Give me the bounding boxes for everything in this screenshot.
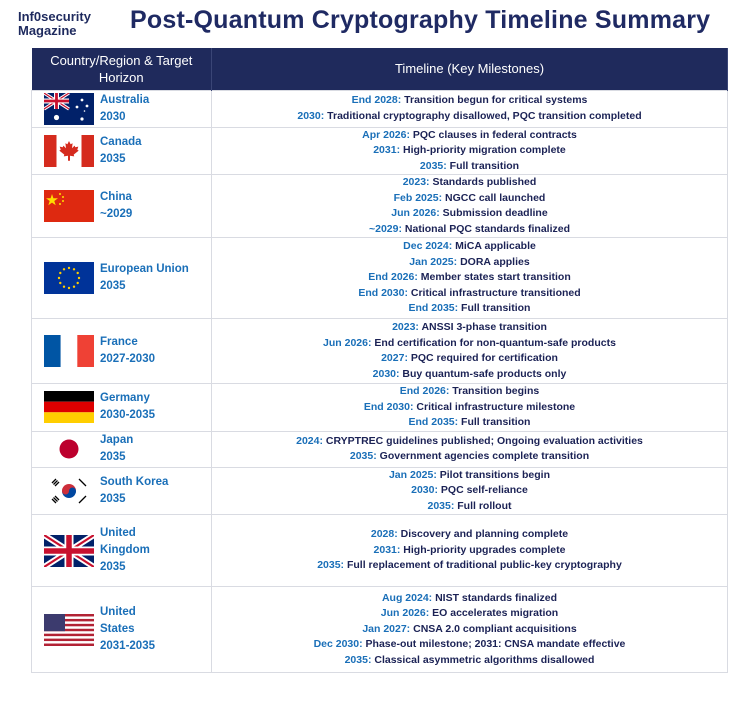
milestone-date: 2031:	[373, 144, 401, 156]
country-name	[100, 334, 155, 368]
milestone-text: CNSA 2.0 compliant acquisitions	[410, 622, 577, 635]
country-name	[100, 432, 133, 466]
milestone	[212, 606, 727, 622]
milestone-text: Buy quantum-safe products only	[399, 367, 567, 380]
milestone-date: End 2030:	[363, 400, 414, 413]
milestone-text: Full rollout	[454, 499, 512, 512]
milestone-text: MiCA applicable	[452, 240, 536, 253]
milestone-date: Jun 2026:	[391, 207, 440, 219]
infosecurity-logo	[18, 10, 118, 38]
logo-line-2: Magazine	[18, 23, 77, 38]
milestone	[212, 175, 727, 191]
milestone-date: Apr 2026:	[362, 128, 410, 141]
country-name-line: States	[100, 623, 135, 635]
milestone-text: PQC required for certification	[407, 352, 558, 364]
country-cell	[32, 90, 212, 127]
milestone	[212, 367, 727, 383]
milestone-date: 2027:	[381, 352, 408, 364]
milestone-date: 2035:	[419, 159, 447, 172]
milestone-date: 2030:	[372, 367, 400, 380]
milestone-date: Jan 2025:	[388, 468, 437, 481]
milestone-text: PQC clauses in federal contracts	[409, 128, 577, 141]
country-name-line: Canada	[100, 135, 142, 148]
target-horizon: ~2029	[100, 208, 133, 220]
milestone-text: PQC self-reliance	[437, 484, 528, 496]
france-flag-icon	[44, 335, 94, 367]
country-name	[100, 604, 155, 655]
table-row	[32, 515, 728, 587]
country-name	[100, 390, 155, 424]
milestone-text: High-priority upgrades complete	[400, 543, 566, 556]
milestone-text: Full transition	[458, 416, 531, 428]
milestone	[212, 468, 727, 484]
milestone-text: Critical infrastructure transitioned	[407, 286, 581, 299]
header-timeline: Timeline (Key Milestones)	[212, 48, 728, 90]
target-horizon: 2030-2035	[100, 409, 155, 422]
milestone-date: End 2026:	[368, 271, 418, 284]
page-title: Post-Quantum Cryptography Timeline Summary	[130, 6, 711, 34]
milestones-cell	[212, 127, 728, 175]
milestone-date: Dec 2024:	[403, 240, 453, 253]
table-row	[32, 384, 728, 432]
country-name	[100, 134, 142, 168]
milestones-cell	[212, 175, 728, 238]
milestone	[212, 591, 727, 607]
table-row	[32, 238, 728, 319]
milestone-date: End 2026:	[399, 385, 450, 397]
country-cell	[32, 319, 212, 384]
milestone	[212, 400, 727, 416]
milestone-text: Submission deadline	[439, 207, 548, 219]
australia-flag-icon	[44, 93, 94, 125]
south-korea-flag-icon	[44, 475, 94, 507]
milestone-text: DORA applies	[457, 255, 530, 268]
milestone-date: Jan 2027:	[362, 622, 411, 635]
milestone-date: Dec 2030:	[313, 638, 363, 651]
milestone-text: Classical asymmetric algorithms disallowed	[371, 653, 595, 666]
table-row	[32, 175, 728, 238]
country-cell	[32, 384, 212, 432]
country-name	[100, 525, 150, 576]
milestone-text: National PQC standards finalized	[401, 222, 571, 235]
country-cell	[32, 467, 212, 515]
table-row	[32, 431, 728, 467]
milestone-date: End 2035:	[408, 416, 459, 428]
milestones-cell	[212, 431, 728, 467]
milestone-date: Jun 2026:	[380, 607, 430, 620]
milestone	[212, 653, 727, 669]
target-horizon: 2031-2035	[100, 640, 155, 652]
country-cell	[32, 515, 212, 587]
milestone-date: 2023:	[392, 321, 419, 333]
milestone-date: Jun 2026:	[323, 336, 372, 349]
milestones-cell	[212, 467, 728, 515]
china-flag-icon	[44, 190, 94, 222]
milestone-text: Traditional cryptography disallowed, PQC transition completed	[324, 109, 642, 122]
milestones-cell	[212, 587, 728, 673]
milestone	[212, 255, 727, 271]
target-horizon: 2030	[100, 110, 126, 123]
milestone-date: 2035:	[349, 450, 377, 462]
country-name-line: European Union	[100, 263, 189, 275]
country-name-line: China	[100, 191, 132, 203]
target-horizon: 2035	[100, 451, 126, 463]
country-cell	[32, 175, 212, 238]
milestones-cell	[212, 90, 728, 127]
country-cell	[32, 238, 212, 319]
milestone-date: Jan 2025:	[409, 255, 458, 268]
milestone-date: End 2028:	[351, 94, 402, 106]
milestones-cell	[212, 515, 728, 587]
milestone-date: 2030:	[297, 109, 325, 122]
milestone-date: 2035:	[427, 499, 455, 512]
table-body	[32, 90, 728, 673]
milestone	[212, 239, 727, 255]
milestone-date: 2035:	[317, 559, 345, 572]
milestone	[212, 558, 727, 574]
milestone	[212, 301, 727, 317]
milestone-text: Critical infrastructure milestone	[413, 400, 576, 413]
country-name-line: Germany	[100, 392, 150, 405]
germany-flag-icon	[44, 391, 94, 423]
table-row	[32, 467, 728, 515]
milestone-text: CRYPTREC guidelines published; Ongoing evaluation activities	[322, 434, 643, 447]
milestone-date: 2030:	[411, 484, 438, 496]
milestone-date: 2028:	[370, 528, 398, 541]
milestone	[212, 434, 727, 450]
milestone-text: NIST standards finalized	[432, 591, 558, 604]
table-row	[32, 319, 728, 384]
timeline-table	[31, 48, 728, 673]
milestone-text: Full replacement of traditional public-key cryptography	[344, 559, 622, 572]
milestone	[212, 336, 727, 352]
milestones-cell	[212, 319, 728, 384]
milestone	[212, 384, 727, 400]
country-cell	[32, 431, 212, 467]
country-name	[100, 189, 132, 223]
milestone-date: 2023:	[402, 176, 430, 188]
milestone-text: Government agencies complete transition	[376, 450, 590, 462]
milestone-text: NGCC call launched	[442, 191, 546, 204]
country-name-line: Japan	[100, 434, 134, 446]
japan-flag-icon	[44, 433, 94, 465]
milestone	[212, 128, 727, 144]
milestone	[212, 449, 727, 465]
milestone	[212, 351, 727, 367]
milestone-text: ANSSI 3-phase transition	[418, 321, 547, 333]
milestone-text: High-priority migration complete	[400, 144, 566, 156]
milestone	[212, 543, 727, 559]
uk-flag-icon	[44, 535, 94, 567]
milestone-date: 2035:	[344, 653, 372, 666]
country-name	[100, 474, 168, 508]
header-country: Country/Region & Target Horizon	[32, 48, 212, 90]
milestone	[212, 320, 727, 336]
milestone	[212, 270, 727, 286]
country-cell	[32, 127, 212, 175]
milestone	[212, 637, 727, 653]
milestone-text: Member states start transition	[417, 271, 571, 284]
milestones-cell	[212, 238, 728, 319]
milestone-text: Phase-out milestone; 2031: CNSA mandate effective	[362, 638, 626, 651]
target-horizon: 2035	[100, 280, 126, 292]
country-name	[100, 92, 149, 126]
milestone	[212, 206, 727, 222]
milestone-text: End certification for non-quantum-safe products	[371, 336, 616, 349]
usa-flag-icon	[44, 614, 94, 646]
milestone-date: 2031:	[373, 543, 401, 556]
table-row	[32, 90, 728, 127]
country-name-line: South Korea	[100, 475, 169, 488]
milestone-text: Full transition	[458, 302, 531, 315]
country-name-line: Australia	[100, 93, 150, 106]
country-name	[100, 261, 189, 295]
milestone	[212, 286, 727, 302]
table-row	[32, 127, 728, 175]
target-horizon: 2035	[100, 492, 126, 505]
country-name-line: Kingdom	[100, 544, 150, 556]
milestone-text: Transition begun for critical systems	[401, 94, 588, 106]
milestone	[212, 622, 727, 638]
milestone	[212, 159, 727, 175]
milestone	[212, 109, 727, 125]
target-horizon: 2035	[100, 152, 126, 165]
country-name-line: United	[100, 527, 136, 539]
country-name-line: France	[100, 336, 138, 348]
table-row	[32, 587, 728, 673]
canada-flag-icon	[44, 135, 94, 167]
milestone-date: ~2029:	[368, 222, 402, 235]
milestone-date: 2024:	[296, 434, 323, 447]
milestones-cell	[212, 384, 728, 432]
milestone-date: Aug 2024:	[381, 591, 433, 604]
target-horizon: 2035	[100, 561, 126, 573]
milestone	[212, 222, 727, 238]
milestone-date: Feb 2025:	[393, 191, 443, 204]
milestone-date: End 2035:	[408, 302, 459, 315]
milestone	[212, 483, 727, 499]
milestone-text: Discovery and planning complete	[397, 528, 569, 541]
milestone	[212, 143, 727, 159]
target-horizon: 2027-2030	[100, 353, 155, 365]
milestone-text: Transition begins	[449, 385, 540, 397]
country-name-line: United	[100, 606, 136, 618]
milestone-text: Full transition	[446, 159, 520, 172]
milestone	[212, 415, 727, 431]
milestone	[212, 499, 727, 515]
table-header-row	[32, 48, 728, 90]
logo-line-1: Inf0security	[18, 9, 91, 24]
milestone-date: End 2030:	[358, 286, 408, 299]
milestone	[212, 93, 727, 109]
eu-flag-icon	[44, 262, 94, 294]
milestone-text: Standards published	[429, 176, 537, 188]
country-cell	[32, 587, 212, 673]
milestone-text: EO accelerates migration	[429, 607, 559, 620]
milestone	[212, 191, 727, 207]
milestone-text: Pilot transitions begin	[436, 468, 551, 481]
milestone	[212, 527, 727, 543]
